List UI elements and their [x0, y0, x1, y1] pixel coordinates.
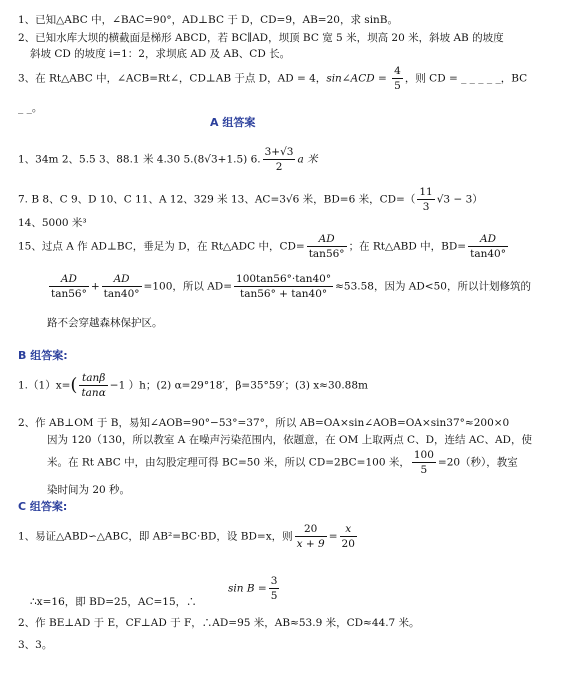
c-frac-sinb: $\frac{3}{5}$ — [270, 575, 278, 602]
question-1: 1、已知△ABC 中，∠BAC=90°，AD⊥BC 于 D，CD=9，AB=20，求 sinB。 — [18, 14, 399, 26]
a-frac-ad: $\frac{100\tan 56^\circ\cdot\tan 40^\circ}{\tan 56^\circ + \tan 40^\circ}$ — [236, 273, 332, 300]
b-line-3: 因为 120（130，所以教室 A 在噪声污染范围内，依题意，在 OM 上取两点 C、D，连结 AC、AD，使 — [47, 434, 532, 446]
c-sinb: sin B = $\frac{3}{5}$ — [228, 575, 278, 602]
a-frac-cd: $\frac{AD}{\tan 56^\circ}$ — [308, 233, 345, 260]
q3-sin: sin∠ACD = — [326, 72, 387, 85]
q3-tail: ，则 CD = _ _ _ _ _，BC — [404, 72, 528, 85]
question-2-line-2: 斜坡 CD 的坡度 i=1：2，求坝底 AD 及 AB、CD 长。 — [30, 48, 291, 60]
a-line-4: 15、过点 A 作 AD⊥BC，垂足为 D，在 Rt△ADC 中，CD= $\frac{AD}{\tan 56^\circ}$ ；在 Rt△ABD 中，BD= $\frac{AD}{\tan 40^\circ}$ — [18, 233, 506, 260]
q3-fraction: $\frac{4}{5}$ — [394, 65, 401, 92]
q3-text: 3、在 Rt△ABC 中，∠ACB=Rt∠，CD⊥AB 于点 D，AD = 4， — [18, 72, 327, 85]
a-line-5: $\frac{AD}{\tan 56^\circ}$ + $\frac{AD}{\tan 40^\circ}$ =100，所以 AD= $\frac{100\tan 56^\circ\cdot\tan 40^\circ}{\tan 56^\circ + \tan 40^\circ}$ ≈53.58，因为 AD<50，所以计划修筑的 — [51, 273, 531, 300]
c-line-3: 2、作 BE⊥AD 于 E，CF⊥AD 于 F，∴AD=95 米，AB≈53.9 米，CD≈44.7 米。 — [18, 617, 420, 629]
b-line-1: 1.（1）x=( $\frac{\tan\beta}{\tan\alpha}$ −1 ）h；(2) α=29°18′，β=35°59′；(3) x≈30.88m — [18, 372, 369, 399]
b-line-5: 染时间为 20 秒。 — [47, 484, 131, 496]
c-frac-1: $\frac{20}{x + 9}$ — [296, 523, 325, 550]
a-frac-6: $\frac{3+√3}{2}$ — [264, 146, 294, 173]
a-line-6: 路不会穿越森林保护区。 — [47, 317, 163, 329]
c-line-1: 1、易证△ABD∽△ABC，即 AB²=BC·BD，设 BD=x，则 $\frac{20}{x + 9}$ = $\frac{x}{20}$ — [18, 523, 355, 550]
a-line-2: 7. B 8、C 9、D 10、C 11、A 12、329 米 13、AC=3√6 米，BD=6 米，CD=（ $\frac{11}{3}$ √3 − 3） — [18, 186, 483, 213]
a-frac-2: $\frac{AD}{\tan 40^\circ}$ — [103, 273, 140, 300]
a-line-3: 14、5000 米³ — [18, 217, 87, 229]
c-line-2: ∴x=16，即 BD=25，AC=15，∴ — [30, 596, 197, 608]
a-frac-bd: $\frac{AD}{\tan 40^\circ}$ — [470, 233, 506, 260]
group-b-title: B 组答案: — [18, 349, 68, 362]
a-frac-1: $\frac{AD}{\tan 56^\circ}$ — [51, 273, 87, 300]
a-frac-13: $\frac{11}{3}$ — [419, 186, 433, 213]
group-c-title: C 组答案: — [18, 500, 68, 513]
a-line-1: 1、34m 2、5.5 3、88.1 米 4.30 5.(8√3+1.5) 6. $\frac{3+√3}{2}$ a 米 — [18, 146, 318, 173]
c-line-4: 3、3。 — [18, 639, 53, 651]
question-3 — [18, 64, 527, 93]
b-frac-time: $\frac{100}{5}$ — [413, 449, 434, 476]
b-frac-tan: $\frac{\tan\beta}{\tan\alpha}$ — [81, 372, 106, 399]
b-line-4: 米。在 Rt ABC 中，由勾股定理可得 BC=50 米，所以 CD=2BC=100 米， $\frac{100}{5}$ =20（秒），教室 — [47, 449, 518, 476]
question-2-line-1: 2、已知水库大坝的横截面是梯形 ABCD，若 BC∥AD，坝顶 BC 宽 5 米，坝高 20 米，斜坡 AB 的坡度 — [18, 32, 504, 44]
b-line-2: 2、作 AB⊥OM 于 B，易知∠AOB=90°−53°=37°，所以 AB=OA×sin∠AOB=OA×sin37°≈200×0 — [18, 417, 510, 429]
group-a-title: A 组答案 — [210, 116, 256, 129]
question-3-tail: _ _。 — [18, 102, 43, 114]
c-frac-2: $\frac{x}{20}$ — [341, 523, 355, 550]
